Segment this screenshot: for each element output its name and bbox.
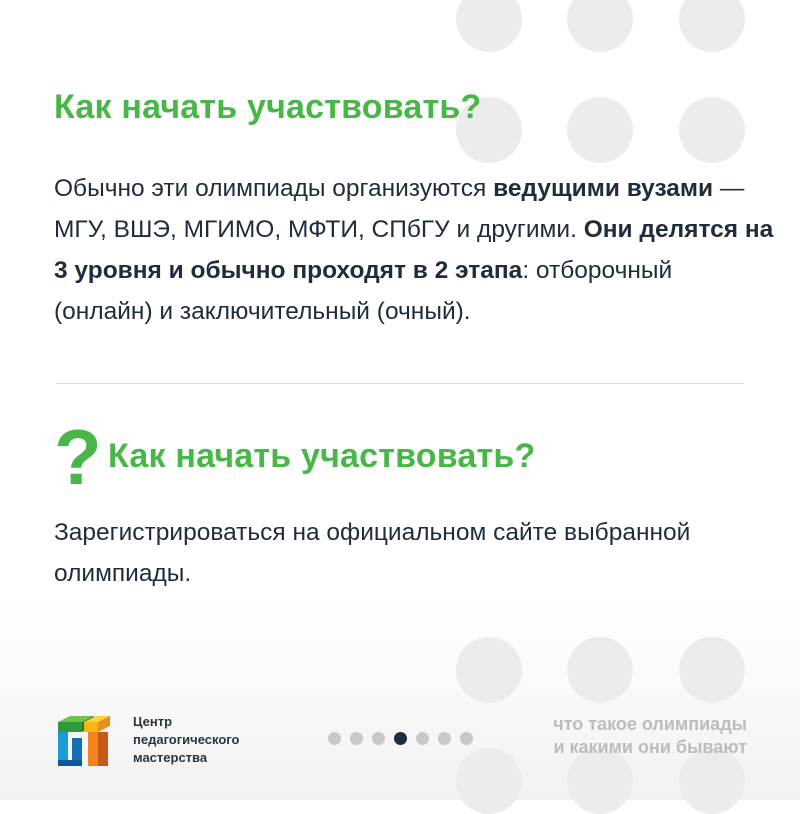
paragraph-bold-text: Они делятся на 3 уровня и обычно проходят в 2 этапа <box>54 216 774 284</box>
decor-circle <box>456 748 522 814</box>
decor-circle <box>567 0 633 52</box>
series-caption <box>553 713 747 759</box>
logo-text-line: педагогического <box>133 732 240 747</box>
section-divider <box>56 383 744 384</box>
pager-dot-1[interactable] <box>328 732 341 745</box>
paragraph-text: Обычно эти олимпиады организуются <box>54 175 494 202</box>
slide-pager <box>328 732 473 745</box>
decor-circle <box>567 97 633 163</box>
paragraph-bold-text: ведущими вузами <box>493 175 714 202</box>
decor-circle <box>679 0 745 52</box>
paragraph-text: : отборочный (онлайн) и заключительный (очный). <box>54 257 673 325</box>
pager-dot-5[interactable] <box>416 732 429 745</box>
section-2-heading: Как начать участвовать? <box>108 437 536 475</box>
section-2-paragraph: Зарегистрироваться на официальном сайте выбранной олимпиады. <box>54 519 691 587</box>
section-1-heading: Как начать участвовать? <box>54 88 482 126</box>
logo-text-line: Центр <box>133 714 173 729</box>
logo-text <box>133 713 239 767</box>
pager-dot-3[interactable] <box>372 732 385 745</box>
decor-circle <box>567 637 633 703</box>
decor-circle <box>679 637 745 703</box>
logo-text-line: мастерства <box>133 750 208 765</box>
decor-circle <box>456 0 522 52</box>
pager-dot-2[interactable] <box>350 732 363 745</box>
paragraph-text: — МГУ, ВШЭ, МГИМО, МФТИ, СПбГУ и другими. <box>54 175 745 243</box>
question-mark-icon: ? <box>54 413 102 501</box>
caption-line: что такое олимпиады <box>553 714 747 734</box>
decor-circle <box>679 97 745 163</box>
pager-dot-6[interactable] <box>438 732 451 745</box>
decor-circle <box>456 637 522 703</box>
caption-line: и какими они бывают <box>553 737 747 757</box>
pager-dot-7[interactable] <box>460 732 473 745</box>
section-1-paragraph <box>54 168 774 332</box>
center-pedagogical-mastery-logo-icon <box>54 710 116 772</box>
pager-dot-4-active[interactable] <box>394 732 407 745</box>
